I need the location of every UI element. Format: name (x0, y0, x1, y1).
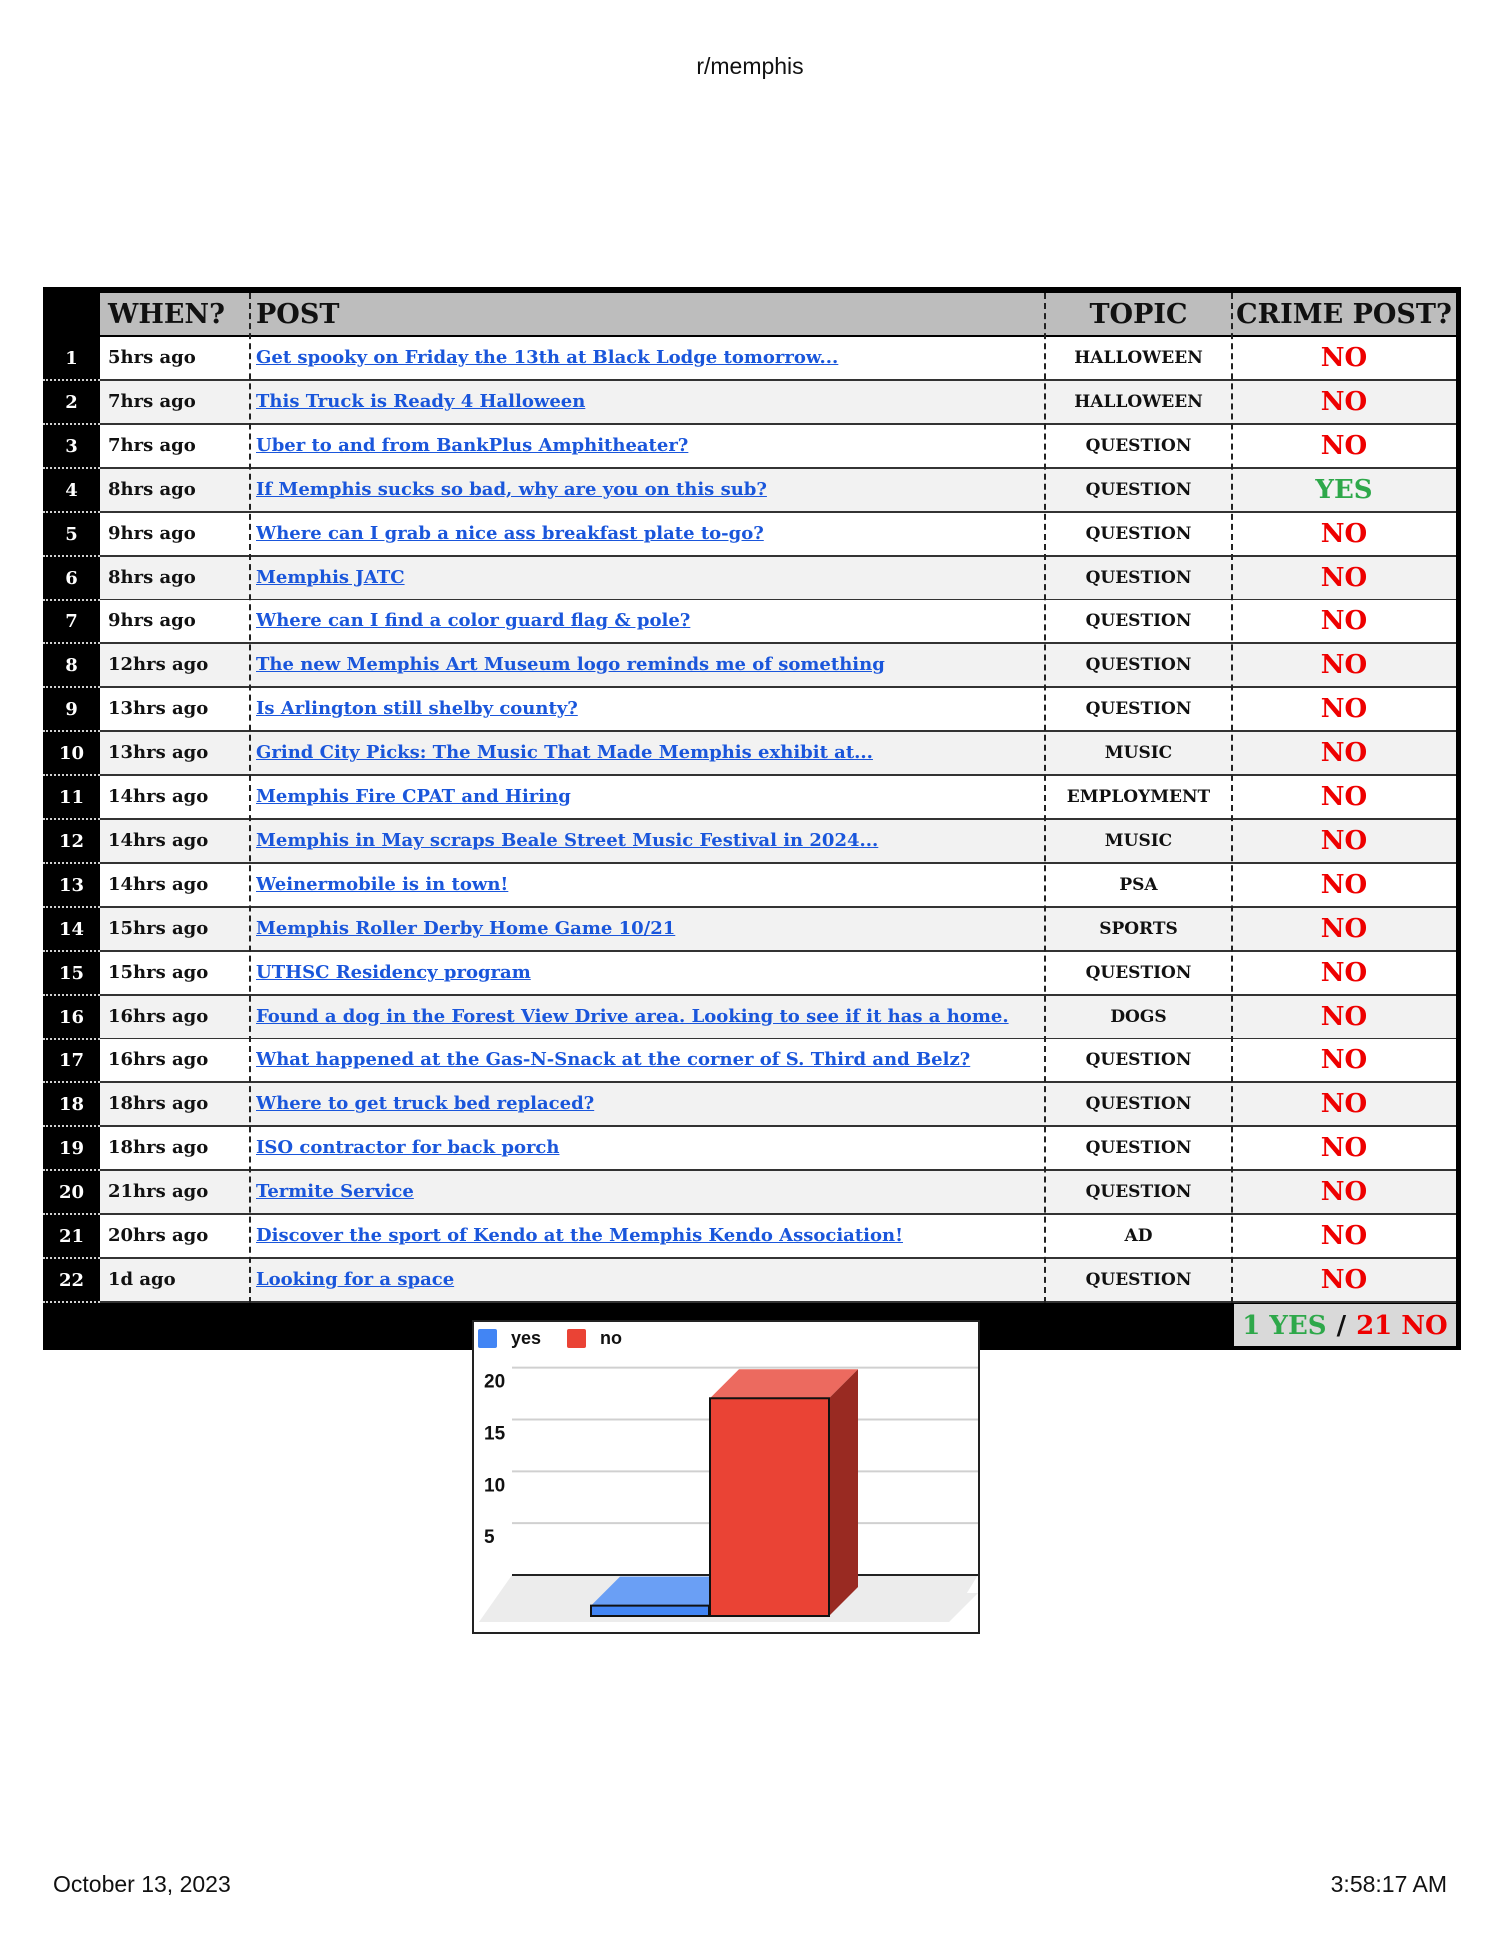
table-row (100, 688, 1456, 732)
table-row (100, 600, 1456, 644)
chart-plot (474, 1322, 978, 1632)
post-age: 5hrs ago (108, 347, 196, 368)
post-title-cell (256, 688, 1036, 730)
post-topic: QUESTION (1085, 1269, 1192, 1290)
footer-date: October 13, 2023 (53, 1871, 231, 1897)
post-topic: HALLOWEEN (1074, 391, 1203, 412)
crime-flag: NO (1320, 738, 1368, 769)
post-age: 15hrs ago (108, 917, 209, 939)
post-age: 13hrs ago (108, 742, 209, 764)
post-title-cell (256, 425, 1036, 467)
post-link[interactable]: Where to get truck bed replaced? (256, 1093, 595, 1115)
post-topic: QUESTION (1085, 655, 1192, 676)
table-row (100, 908, 1456, 952)
y-tick-label: 5 (484, 1527, 495, 1549)
post-title-cell (256, 776, 1036, 818)
post-link[interactable]: Memphis in May scraps Beale Street Music Festival in 2024... (256, 829, 879, 851)
table-row (100, 996, 1456, 1040)
table-row (100, 952, 1456, 996)
crime-flag: NO (1320, 694, 1368, 725)
column-divider (1231, 293, 1233, 1303)
table-row (100, 1039, 1456, 1083)
post-topic: HALLOWEEN (1074, 348, 1203, 368)
crime-flag: NO (1320, 1133, 1368, 1164)
post-title-cell (256, 557, 1036, 599)
table-row (100, 1171, 1456, 1215)
column-divider (249, 293, 251, 1303)
table-row (100, 776, 1456, 820)
row-number: 6 (43, 557, 100, 601)
row-number: 17 (43, 1039, 100, 1083)
table-row (100, 469, 1456, 513)
row-number: 5 (43, 513, 100, 557)
row-number: 22 (43, 1259, 100, 1303)
crime-flag: YES (1315, 474, 1373, 505)
post-title-cell (256, 381, 1036, 423)
crime-flag: NO (1320, 562, 1368, 593)
post-age: 7hrs ago (108, 390, 196, 412)
summary-separator: / (1336, 1311, 1347, 1341)
row-number: 9 (43, 688, 100, 732)
table-row (100, 864, 1456, 908)
table-row (100, 337, 1456, 381)
bar-no (710, 1369, 858, 1616)
row-number: 14 (43, 908, 100, 952)
post-title-cell (256, 469, 1036, 511)
row-number: 11 (43, 776, 100, 820)
crime-summary (1234, 1304, 1456, 1346)
crime-flag: NO (1320, 650, 1368, 681)
crime-flag: NO (1320, 1264, 1368, 1295)
table-row (100, 732, 1456, 776)
row-number: 2 (43, 381, 100, 425)
table-row (100, 381, 1456, 425)
post-topic: PSA (1119, 874, 1158, 895)
post-link[interactable]: What happened at the Gas-N-Snack at the corner of S. Third and Belz? (256, 1049, 971, 1071)
row-number: 4 (43, 469, 100, 513)
post-topic: MUSIC (1104, 830, 1173, 851)
post-title-cell (256, 908, 1036, 950)
crime-flag: NO (1320, 825, 1368, 856)
post-link[interactable]: Memphis JATC (256, 566, 405, 588)
post-title-cell (256, 1171, 1036, 1213)
post-link[interactable]: This Truck is Ready 4 Halloween (256, 390, 586, 412)
post-title-cell (256, 1083, 1036, 1125)
post-age: 18hrs ago (108, 1137, 209, 1159)
row-number: 18 (43, 1083, 100, 1127)
post-link[interactable]: If Memphis sucks so bad, why are you on this sub? (256, 478, 767, 500)
crime-flag: NO (1320, 869, 1368, 900)
post-topic: QUESTION (1085, 479, 1192, 500)
summary-no: 21 NO (1356, 1311, 1448, 1341)
crime-flag: NO (1320, 1045, 1368, 1076)
post-age: 12hrs ago (108, 654, 209, 676)
row-number: 1 (43, 337, 100, 381)
legend-label-no: no (600, 1327, 623, 1348)
post-link[interactable]: Uber to and from BankPlus Amphitheater? (256, 434, 689, 456)
table-row (100, 1083, 1456, 1127)
row-number: 3 (43, 425, 100, 469)
legend-label-yes: yes (511, 1327, 542, 1348)
post-link[interactable]: Is Arlington still shelby county? (256, 698, 578, 720)
post-age: 14hrs ago (108, 786, 209, 807)
post-link[interactable]: Found a dog in the Forest View Drive area. Looking to see if it has a home. (256, 1005, 1009, 1027)
post-topic: QUESTION (1085, 1050, 1192, 1071)
post-age: 18hrs ago (108, 1093, 209, 1115)
post-link[interactable]: Memphis Roller Derby Home Game 10/21 (256, 917, 676, 939)
post-age: 1d ago (108, 1268, 176, 1290)
post-link[interactable]: Weinermobile is in town! (256, 873, 509, 895)
post-title-cell (256, 820, 1036, 862)
post-topic: AD (1124, 1226, 1153, 1246)
post-age: 16hrs ago (108, 1049, 209, 1071)
post-link[interactable]: Looking for a space (256, 1268, 455, 1290)
table-header (100, 293, 1456, 335)
post-topic: DOGS (1110, 1006, 1167, 1027)
column-divider (1044, 293, 1046, 1303)
row-number: 13 (43, 864, 100, 908)
crime-flag: NO (1320, 913, 1368, 944)
table-row (100, 1127, 1456, 1171)
crime-flag: NO (1320, 343, 1368, 373)
table-row (100, 513, 1456, 557)
post-topic: QUESTION (1085, 567, 1192, 588)
post-link[interactable]: ISO contractor for back porch (256, 1137, 560, 1159)
crime-flag: NO (1320, 957, 1368, 988)
post-title-cell (256, 600, 1036, 642)
post-age: 8hrs ago (108, 566, 196, 588)
table-row (100, 1215, 1456, 1259)
post-link[interactable]: Grind City Picks: The Music That Made Memphis exhibit at... (256, 742, 873, 764)
post-topic: QUESTION (1085, 699, 1192, 720)
table-row (100, 820, 1456, 864)
post-topic: MUSIC (1104, 743, 1173, 764)
crime-flag: NO (1320, 606, 1368, 637)
post-title-cell (256, 1039, 1036, 1081)
post-title-cell (256, 337, 1036, 379)
row-number: 12 (43, 820, 100, 864)
post-title-cell (256, 513, 1036, 555)
post-title-cell (256, 732, 1036, 774)
post-age: 20hrs ago (108, 1225, 209, 1246)
post-link[interactable]: Get spooky on Friday the 13th at Black Lodge tomorrow... (256, 347, 839, 368)
row-number: 8 (43, 644, 100, 688)
crime-flag: NO (1320, 1001, 1368, 1032)
y-tick-label: 20 (484, 1371, 506, 1393)
post-age: 15hrs ago (108, 961, 209, 983)
post-link[interactable]: Where can I grab a nice ass breakfast plate to-go? (256, 522, 764, 544)
crime-flag: NO (1320, 1089, 1368, 1120)
crime-flag: NO (1320, 1221, 1368, 1251)
footer-time: 3:58:17 AM (1330, 1871, 1447, 1897)
crime-flag: NO (1320, 782, 1368, 812)
table-row (100, 644, 1456, 688)
post-title-cell (256, 644, 1036, 686)
header-topic: TOPIC (1089, 299, 1188, 330)
post-link[interactable]: UTHSC Residency program (256, 961, 531, 983)
post-age: 21hrs ago (108, 1181, 209, 1203)
post-age: 14hrs ago (108, 829, 209, 851)
post-title-cell (256, 1215, 1036, 1257)
post-topic: EMPLOYMENT (1066, 787, 1211, 807)
post-age: 8hrs ago (108, 478, 196, 500)
page-title: r/memphis (696, 53, 804, 79)
post-topic: QUESTION (1085, 1094, 1192, 1115)
post-age: 9hrs ago (108, 610, 196, 632)
post-age: 7hrs ago (108, 434, 196, 456)
y-tick-label: 15 (484, 1423, 506, 1445)
post-topic: QUESTION (1085, 962, 1192, 983)
row-number: 20 (43, 1171, 100, 1215)
header-crime-post: CRIME POST? (1236, 299, 1452, 330)
crime-chart (472, 1320, 980, 1634)
post-title-cell (256, 1259, 1036, 1301)
post-link[interactable]: Termite Service (256, 1181, 414, 1203)
crime-flag: NO (1320, 518, 1368, 549)
crime-flag: NO (1320, 386, 1368, 417)
post-age: 13hrs ago (108, 698, 209, 720)
row-number: 21 (43, 1215, 100, 1259)
row-number: 10 (43, 732, 100, 776)
row-number: 15 (43, 952, 100, 996)
summary-yes: 1 YES (1242, 1311, 1327, 1341)
table-row (100, 557, 1456, 601)
post-topic: SPORTS (1099, 918, 1178, 939)
table-row (100, 425, 1456, 469)
post-link[interactable]: Discover the sport of Kendo at the Memphis Kendo Association! (256, 1225, 903, 1246)
post-title-cell (256, 996, 1036, 1038)
post-topic: QUESTION (1085, 1182, 1192, 1203)
post-topic: QUESTION (1085, 435, 1192, 456)
header-when: WHEN? (108, 299, 225, 330)
row-number: 7 (43, 600, 100, 644)
crime-flag: NO (1320, 1177, 1368, 1208)
post-age: 16hrs ago (108, 1005, 209, 1027)
y-tick-label: 10 (484, 1475, 506, 1497)
header-post: POST (256, 299, 340, 330)
post-link[interactable]: Memphis Fire CPAT and Hiring (256, 786, 571, 807)
post-title-cell (256, 952, 1036, 994)
post-topic: QUESTION (1085, 1138, 1192, 1159)
post-title-cell (256, 864, 1036, 906)
post-topic: QUESTION (1085, 611, 1192, 632)
post-title-cell (256, 1127, 1036, 1169)
post-topic: QUESTION (1085, 523, 1192, 544)
crime-flag: NO (1320, 430, 1368, 461)
post-age: 14hrs ago (108, 873, 209, 895)
row-number: 19 (43, 1127, 100, 1171)
post-age: 9hrs ago (108, 522, 196, 544)
post-link[interactable]: The new Memphis Art Museum logo reminds me of something (256, 654, 885, 676)
post-link[interactable]: Where can I find a color guard flag & pole? (256, 610, 691, 632)
table-row (100, 1259, 1456, 1303)
row-number: 16 (43, 996, 100, 1040)
